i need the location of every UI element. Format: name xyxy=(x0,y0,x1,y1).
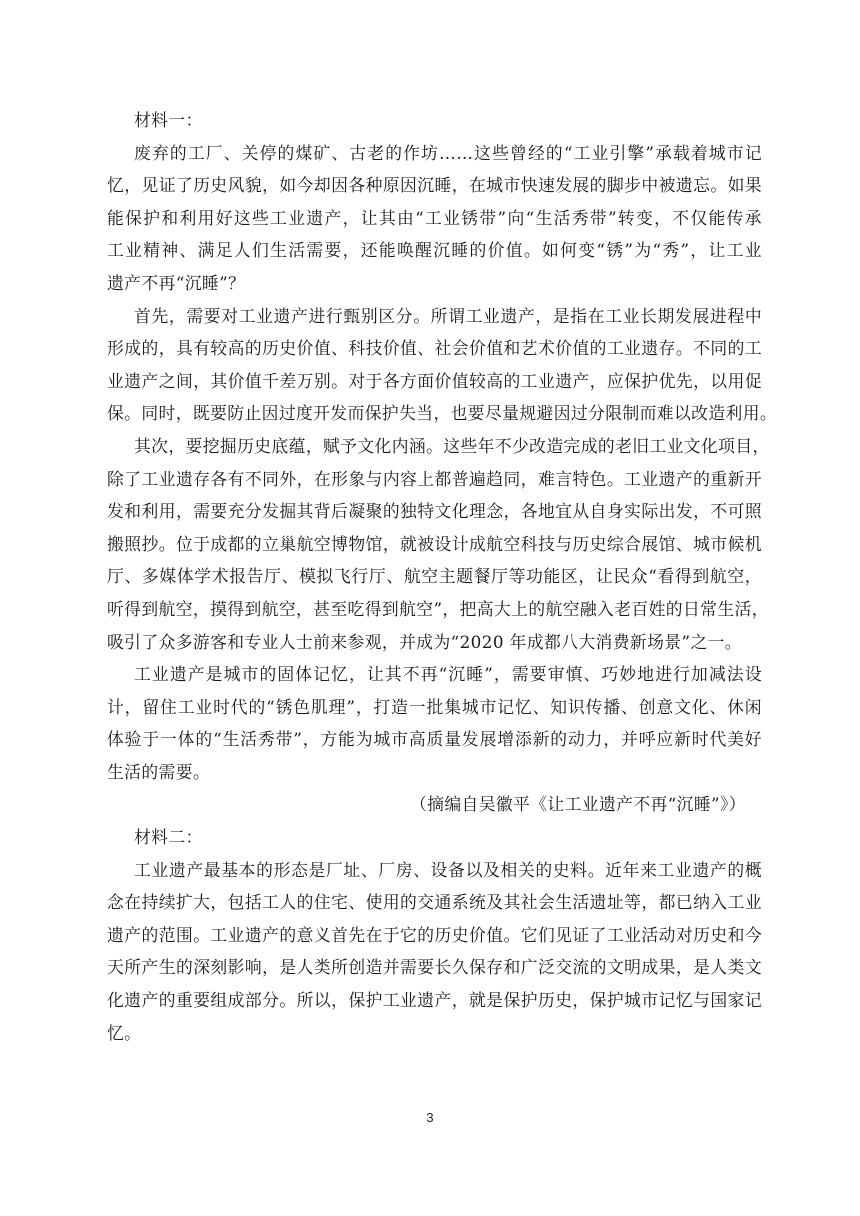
text-line: 工业遗产是城市的固体记忆，让其不再“沉睡”，需要审慎、巧妙地进行加减法设 xyxy=(134,664,762,685)
material1-paragraph-2 xyxy=(107,300,778,430)
material1-citation: （摘编自吴徽平《让工业遗产不再“沉睡”》） xyxy=(409,794,746,815)
text-line: 发和利用，需要充分发掘其背后凝聚的独特文化理念，各地宜从自身实际出发，不可照 xyxy=(107,501,762,522)
text-line: 废弃的工厂、关停的煤矿、古老的作坊……这些曾经的“工业引擎”承载着城市记 xyxy=(134,142,762,163)
document-body xyxy=(107,104,778,1049)
material1-paragraph-3 xyxy=(107,430,770,658)
text-line: 除了工业遗存各有不同外，在形象与内容上都普遍趋同，难言特色。工业遗产的重新开 xyxy=(107,468,762,489)
text-line: 化遗产的重要组成部分。所以，保护工业遗产，就是保护历史，保护城市记忆与国家记 xyxy=(107,990,762,1011)
material1-paragraph-4 xyxy=(107,658,762,788)
text-line: 厅、多媒体学术报告厅、模拟飞行厅、航空主题餐厅等功能区，让民众“看得到航空， xyxy=(107,566,762,587)
text-line: 计，留住工业时代的“锈色肌理”，打造一批集城市记忆、知识传播、创意文化、休闲 xyxy=(107,696,762,717)
text-line: 工业精神、满足人们生活需要，还能唤醒沉睡的价值。如何变“锈”为“秀”，让工业 xyxy=(107,240,762,261)
text-line: 遗产不再“沉睡”？ xyxy=(107,272,246,293)
text-line: 天所产生的深刻影响，是人类所创造并需要长久保存和广泛交流的文明成果，是人类文 xyxy=(107,957,762,978)
text-line: 能保护和利用好这些工业遗产，让其由“工业锈带”向“生活秀带”转变，不仅能传承 xyxy=(107,207,762,228)
text-line: 忆。 xyxy=(107,1022,142,1043)
text-line: 生活的需要。 xyxy=(107,761,211,782)
text-line: 体验于一体的“生活秀带”，方能为城市高质量发展增添新的动力，并呼应新时代美好 xyxy=(107,729,762,750)
material1-paragraph-1 xyxy=(107,137,762,300)
text-line: 搬照抄。位于成都的立巢航空博物馆，就被设计成航空科技与历史综合展馆、城市候机 xyxy=(107,533,762,554)
text-line: 保。同时，既要防止因过度开发而保护失当，也要尽量规避因过分限制而难以改造利用。 xyxy=(107,403,778,424)
text-line: 忆，见证了历史风貌，如今却因各种原因沉睡，在城市快速发展的脚步中被遗忘。如果 xyxy=(107,175,762,196)
material2-paragraph-1 xyxy=(107,854,762,1050)
text-line: 首先，需要对工业遗产进行甄别区分。所谓工业遗产，是指在工业长期发展进程中 xyxy=(134,305,762,326)
text-line: 工业遗产最基本的形态是厂址、厂房、设备以及相关的史料。近年来工业遗产的概 xyxy=(134,859,762,880)
material2-heading: 材料二： xyxy=(134,827,203,848)
text-line: 形成的，具有较高的历史价值、科技价值、社会价值和艺术价值的工业遗存。不同的工 xyxy=(107,338,762,359)
material1-heading: 材料一： xyxy=(134,110,203,130)
text-line: 业遗产之间，其价值千差万别。对于各方面价值较高的工业遗产，应保护优先，以用促 xyxy=(107,370,762,391)
text-line: 念在持续扩大，包括工人的住宅、使用的交通系统及其社会生活遗址等，都已纳入工业 xyxy=(107,892,762,913)
page-number: 3 xyxy=(426,1110,434,1125)
text-line: 其次，要挖掘历史底蕴，赋予文化内涵。这些年不少改造完成的老旧工业文化项目， xyxy=(134,435,770,456)
text-line: 听得到航空，摸得到航空，甚至吃得到航空”，把高大上的航空融入老百姓的日常生活， xyxy=(107,598,769,619)
text-line: 遗产的范围。工业遗产的意义首先在于它的历史价值。它们见证了工业活动对历史和今 xyxy=(107,924,762,945)
text-line: 吸引了众多游客和专业人士前来参观，并成为“2020 年成都八大消费新场景”之一。 xyxy=(107,631,742,652)
